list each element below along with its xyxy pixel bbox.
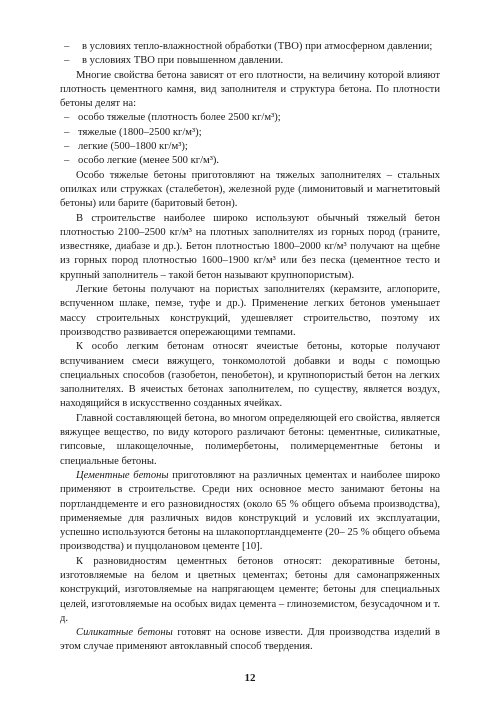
list-item — [60, 111, 440, 125]
list-item — [60, 54, 440, 68]
list-item — [60, 40, 440, 54]
paragraph-binder: Главной составляющей бетона, во многом определяющей его свойства, является вяжущее вещество, по виду которого различают бетоны: цементные, силикатные, гипсовые, шлакощелочные, полимербетоны, полимерцементные бетоны и специальные бетоны. — [60, 412, 440, 467]
dash-marker: – — [64, 41, 70, 52]
dash-marker: – — [64, 141, 70, 153]
page-number: 12 — [244, 672, 256, 684]
list-item — [60, 154, 440, 168]
paragraph-cement-text: приготовляют на различных цементах и наиболее широко применяют в строительстве. Среди них основное место занимают бетоны на портландцементе и его разновидностях (около 65 % общего объема производства), применяемые для различных видов конструкций и условий их эксплуатации, успешно используются бетоны на шлакопортландцементе (20– 25 % общего объема производства) и пуццолановом цементе [10]. — [60, 469, 440, 553]
list-item-text: в условиях ТВО при повышенном давлении. — [82, 55, 284, 67]
paragraph-light: Легкие бетоны получают на пористых заполнителях (керамзите, аглопорите, вспученном шлаке, пемзе, туфе и др.). Применение легких бетонов уменьшает массу строительных конструкций, удешевляет строительство, поэтому их производство развивается опережающими темпами. — [60, 284, 440, 338]
paragraph-density: Многие свойства бетона зависят от его плотности, на величину которой влияют плотность цементного камня, вид заполнителя и структура бетона. По плотности бетоны делят на: — [60, 69, 440, 110]
dash-marker: – — [64, 112, 70, 124]
list-item-text: особо легкие (менее 500 кг/м³). — [78, 155, 220, 167]
list-item-text: тяжелые (1800–2500 кг/м³); — [78, 126, 202, 138]
list-item — [60, 126, 440, 140]
list-item-text: легкие (500–1800 кг/м³); — [78, 141, 188, 153]
paragraph-heavy-special: Особо тяжелые бетоны приготовляют на тяжелых заполнителях – стальных опилках или стружках (сталебетон), железной руде (лимонитовый и магнетитовый бетоны) или барите (баритовый бетон). — [60, 169, 440, 210]
list-item-text: особо тяжелые (плотность более 2500 кг/м³); — [78, 112, 281, 124]
paragraph-heavy: В строительстве наиболее широко используют обычный тяжелый бетон плотностью 2100–2500 кг/м³ на плотных заполнителях из горных пород (граните, известняке, диабазе и др.). Бетон плотностью 1800–2000 кг/м³ получают на щебне из горных пород плотностью 1600–1900 кг/м³ или без песка (цементное тесто и крупный заполнитель – такой бетон называют крупнопористым). — [60, 212, 440, 281]
term-cement-concrete: Цементные бетоны — [76, 469, 169, 481]
list-item — [60, 140, 440, 154]
dash-marker: – — [64, 155, 70, 167]
dash-marker: – — [64, 126, 70, 138]
dash-marker: – — [64, 55, 70, 67]
term-silicate-concrete: Силикатные бетоны — [76, 627, 173, 639]
paragraph-cellular: К особо легким бетонам относят ячеистые бетоны, которые получают вспучиванием смеси вяжущего, тонкомолотой добавки и воды с помощью специальных способов (газобетон, пенобетон), и крупнопористый бетон на легких заполнителях. В ячеистых бетонах заполнителем, по существу, является воздух, находящийся в искусственно созданных ячейках. — [60, 341, 440, 410]
paragraph-cement — [60, 469, 440, 555]
page-text — [60, 40, 440, 655]
paragraph-silicate-text: готовят на основе извести. Для производства изделий в этом случае применяют автоклавный способ твердения. — [60, 627, 440, 653]
list-item-text: в условиях тепло-влажностной обработки (ТВО) при атмосферном давлении; — [82, 41, 433, 52]
paragraph-silicate — [60, 626, 440, 655]
paragraph-varieties: К разновидностям цементных бетонов относят: декоративные бетоны, изготовляемые на белом и цветных цементах; бетоны для самонапряженных конструкций, изготовляемые на напрягающем цементе; бетоны для специальных целей, изготовляемые на особых видах цемента – глиноземистом, безусадочном и т. д. — [60, 555, 440, 624]
